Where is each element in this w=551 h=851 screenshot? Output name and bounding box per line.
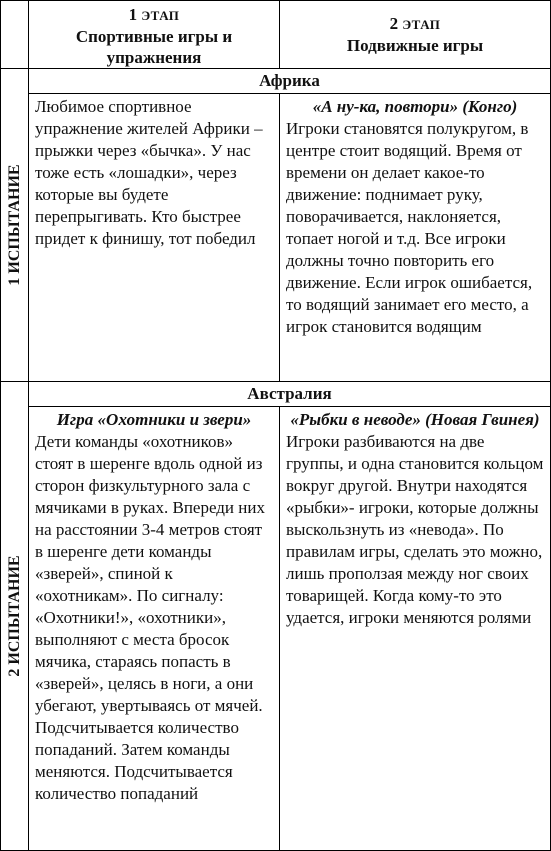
corner-cell	[1, 1, 29, 69]
stage2-word: ЭТАП	[402, 17, 441, 32]
stage1-word: ЭТАП	[141, 8, 180, 23]
region-australia: Австралия	[29, 382, 551, 407]
trial2-label: 2 ИСПЫТАНИЕ	[5, 555, 23, 677]
africa-stage1-cell	[29, 94, 280, 382]
africa-stage1-text: Любимое спортивное упражнение жителей Африки – прыжки через «бычка». У нас тоже есть «лошадки», через которые вы будете перепрыгивать. Кто быстрее придет к финишу, тот победил	[35, 97, 263, 248]
stage1-number: 1	[128, 5, 138, 24]
fish-game-text: Игроки разбиваются на две группы, и одна становится кольцом вокруг другой. Внутри находятся «рыбки»- игроки, которые должны выскользнуть из «невода». По правилам игры, сделать это можно, лишь проползая между ног своих товарищей. Когда кому-то это удается, игроки меняются ролями	[286, 432, 544, 627]
region-row-africa	[1, 69, 551, 94]
fish-game-title: «Рыбки в неводе» (Новая Гвинея)	[290, 410, 540, 429]
hunters-game-text: Дети команды «охотников» стоят в шеренге вдоль одной из сторон физкультурного зала с мячиками в руках. Впереди них на расстоянии 3-4 метров стоят в шеренге дети команды «зверей», спиной к «охотникам». По сигналу: «Охотники!», «охотники», выполняют с места бросок мячика, стараясь попасть в «зверей», целясь в ноги, а они убегают, увертываясь от мячей. Подсчитывается количество попаданий. Затем команды меняются. Подсчитывается количество попаданий	[35, 432, 265, 803]
content-row-africa	[1, 94, 551, 382]
australia-stage1-cell	[29, 407, 280, 851]
stage2-number: 2	[389, 14, 399, 33]
australia-stage2-cell	[280, 407, 551, 851]
stage2-header	[280, 1, 551, 69]
header-row	[1, 1, 551, 69]
hunters-game-title: Игра «Охотники и звери»	[56, 410, 252, 429]
africa-game-text: Игроки становятся полукругом, в центре стоит водящий. Время от времени он делает какое-то движение: поднимает руку, поворачивается, наклоняется, топает ногой и т.д. Все игроки должны точно повторить его движение. Если игрок ошибается, то водящий занимает его место, а игрок становится водящим	[286, 119, 533, 336]
region-row-australia	[1, 382, 551, 407]
stage1-header	[29, 1, 280, 69]
africa-game-title: «А ну-ка, повтори» (Конго)	[312, 97, 518, 116]
trial1-side-cell	[1, 69, 29, 382]
region-africa: Африка	[29, 69, 551, 94]
africa-stage2-cell	[280, 94, 551, 382]
stage1-title: Спортивные игры и упражнения	[75, 27, 233, 67]
content-row-australia	[1, 407, 551, 851]
trial1-label: 1 ИСПЫТАНИЕ	[5, 164, 23, 286]
stage2-title: Подвижные игры	[346, 36, 484, 55]
trial2-side-cell	[1, 382, 29, 851]
